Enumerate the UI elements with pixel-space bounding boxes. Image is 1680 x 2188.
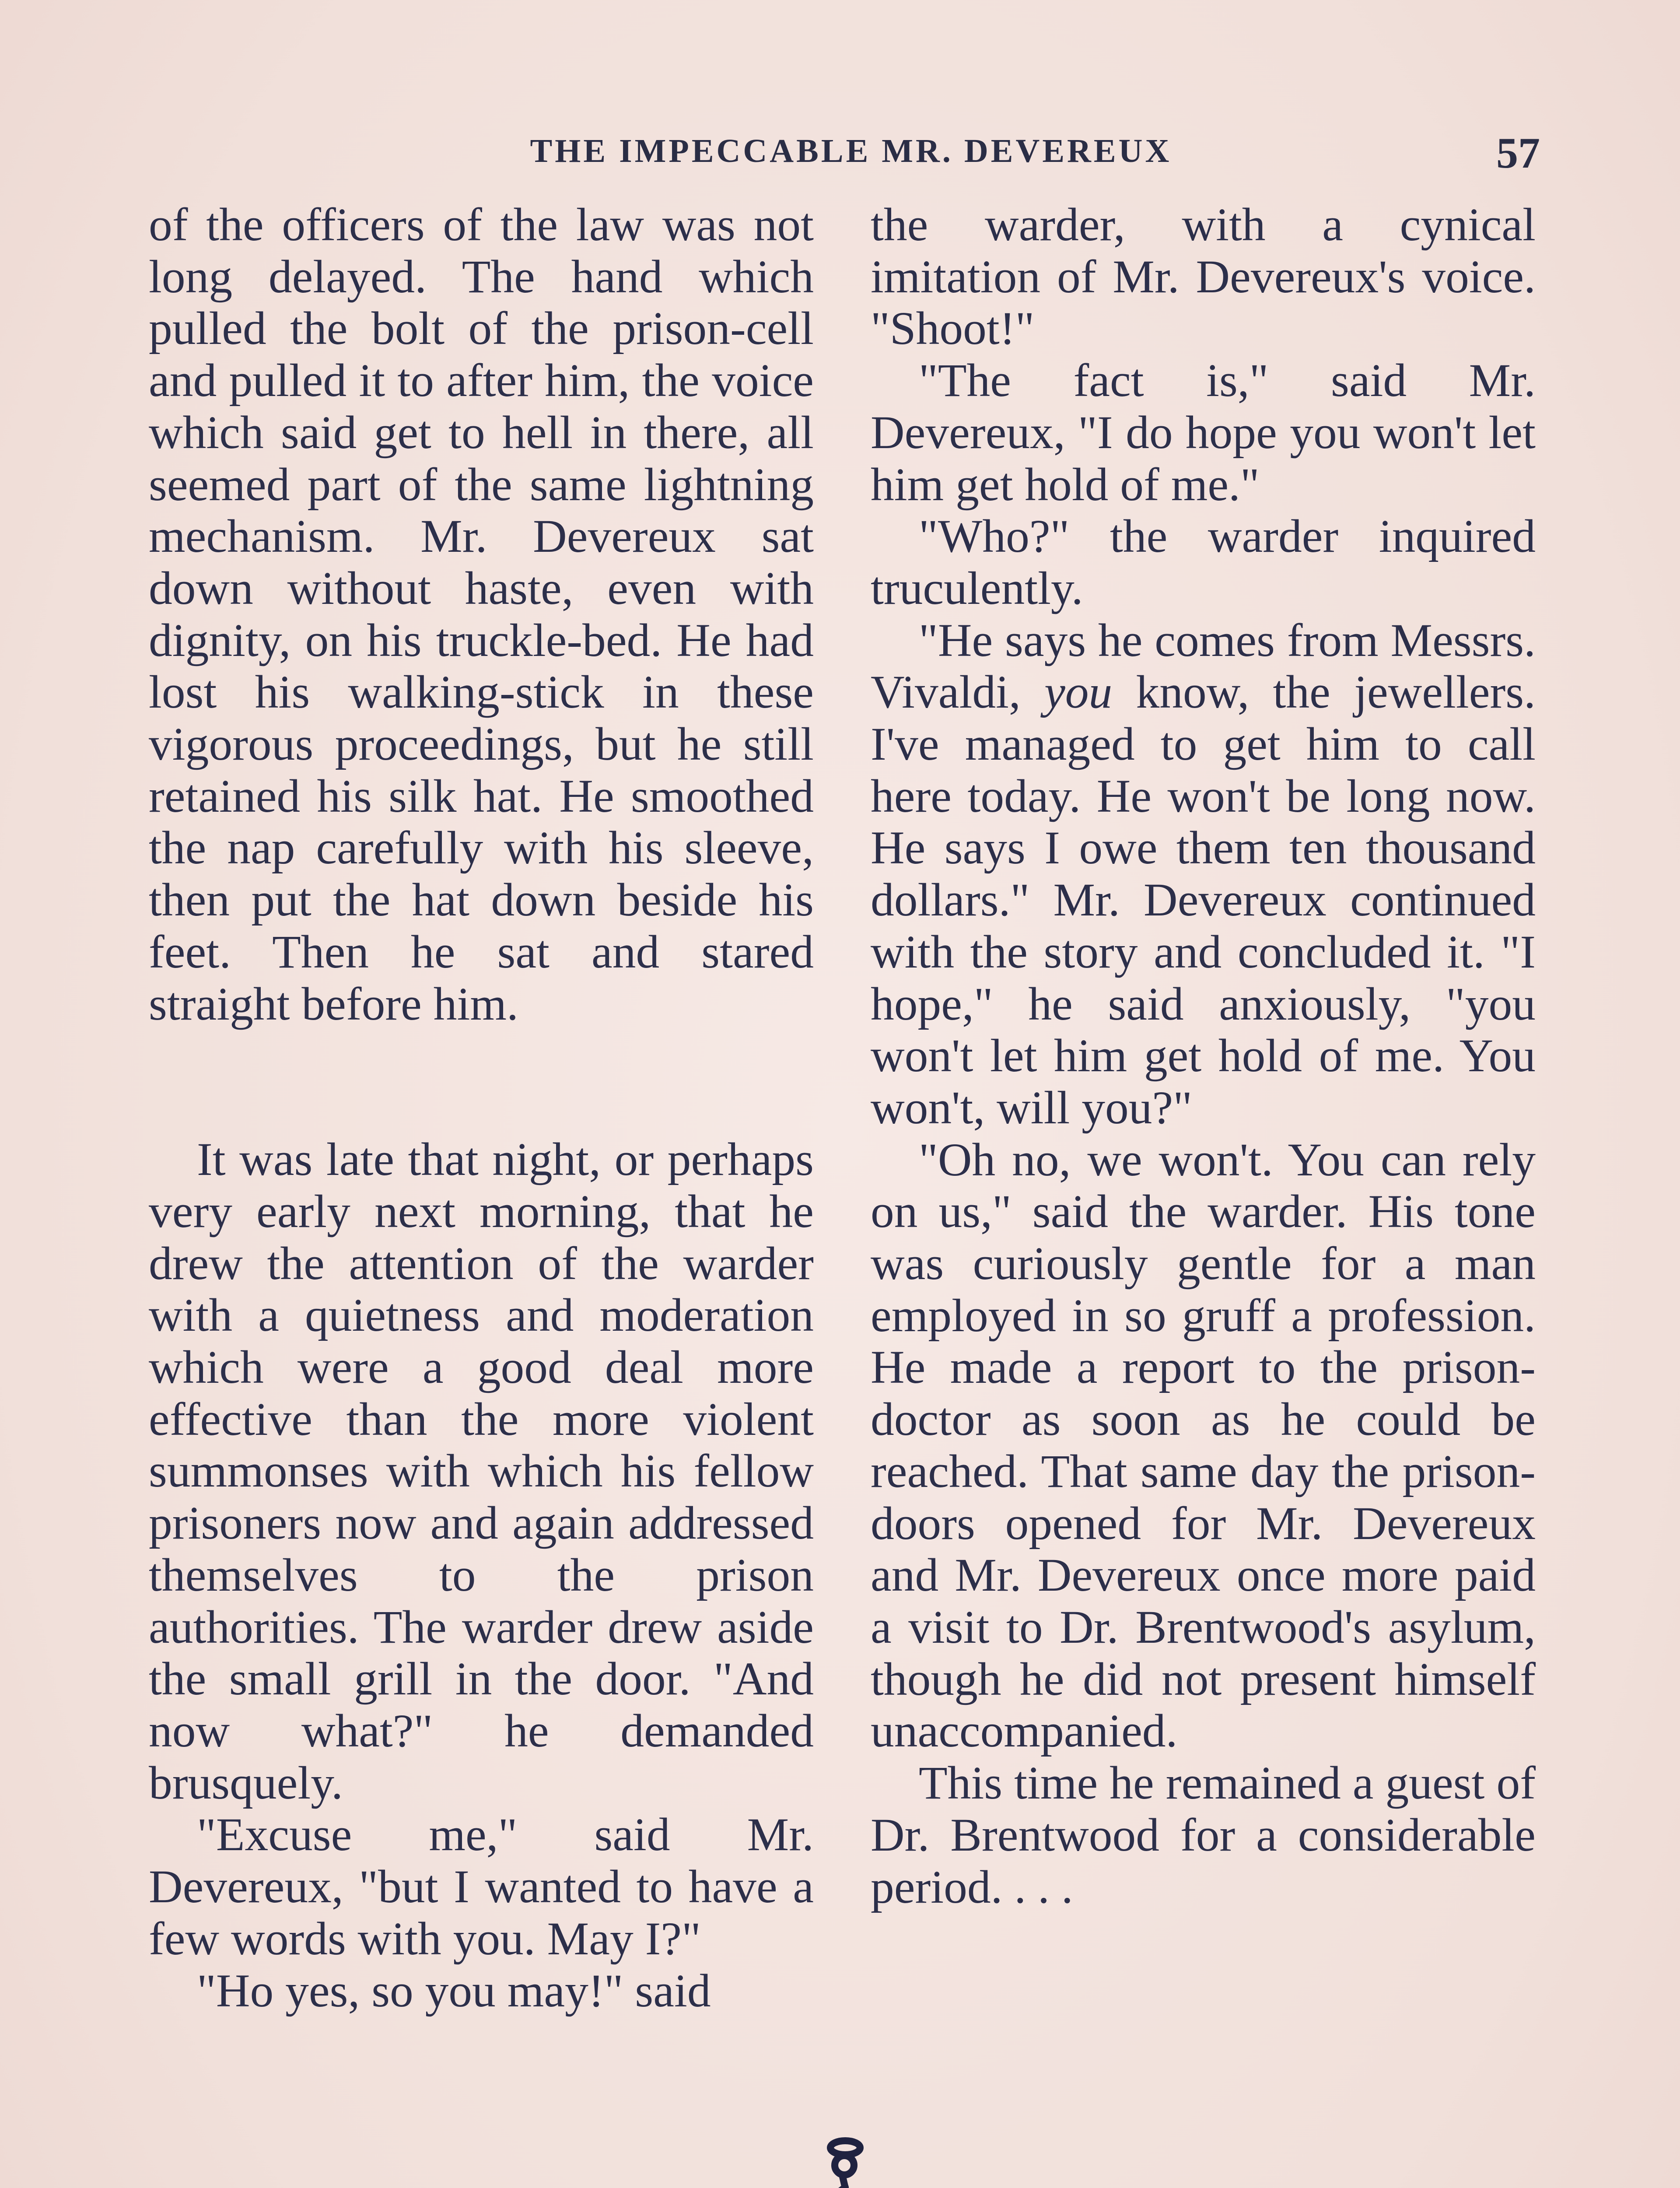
paragraph: This time he remained a guest of Dr. Brentwood for a considerable period. . . . (871, 1757, 1536, 1913)
paragraph-text: know, the jewellers. I've managed to get him to call here today. He won't be long now. He says I owe them ten thousand dollars." Mr. Devereux continued with the story and concluded it. "I hope," he said anxiously, "you won't let him get hold of me. You won't, will you?" (871, 666, 1536, 1134)
paragraph: the warder, with a cynical imitation of Mr. Devereux's voice. "Shoot!" (871, 199, 1536, 355)
paragraph: "Excuse me," said Mr. Devereux, "but I wanted to have a few words with you. May I?" (149, 1809, 814, 1965)
paragraph: of the officers of the law was not long delayed. The hand which pulled the bolt of the prison-cell and pulled it to after him, the voice which said get to hell in there, all seemed part of the same lightning mechanism. Mr. Devereux sat down without haste, even with dignity, on his truckle-bed. He had lost his walking-stick in these vigorous proceedings, but he still retained his silk hat. He smoothed the nap carefully with his sleeve, then put the hat down beside his feet. Then he sat and stared straight before him. (149, 199, 814, 1030)
paragraph: "Who?" the warder inquired truculently. (871, 510, 1536, 614)
paragraph-text: "He says he comes from Messrs. Vivaldi, (871, 614, 1536, 719)
emphasis-text: you (1044, 666, 1113, 719)
paragraph (871, 615, 1536, 1134)
page-number: 57 (1496, 129, 1540, 177)
running-title: THE IMPECCABLE MR. DEVEREUX (530, 133, 1172, 169)
right-text-column (871, 199, 1536, 1913)
paragraph: "Ho yes, so you may!" said (197, 1964, 711, 2017)
paragraph: It was late that night, or perhaps very early next morning, that he drew the attention of the warder with a quietness and moderation which were a good deal more effective than the more violent summonses with which his fellow prisoners now and again addressed themselves to the prison authorities. The warder drew aside the small grill in the door. "And now what?" he demanded brusquely. (149, 1133, 814, 1809)
paragraph: "The fact is," said Mr. Devereux, "I do hope you won't let him get hold of me." (871, 354, 1536, 511)
kneeling-figure-icon (752, 2131, 928, 2188)
left-text-column (149, 199, 814, 2017)
paragraph: "Oh no, we won't. You can rely on us," said the warder. His tone was curiously gentle for a man employed in so gruff a profession. He made a report to the prison-doctor as soon as he could be reached. That same day the prison-doors opened for Mr. Devereux and Mr. Devereux once more paid a visit to Dr. Brentwood's asylum, though he did not present himself unaccompanied. (871, 1133, 1536, 1757)
